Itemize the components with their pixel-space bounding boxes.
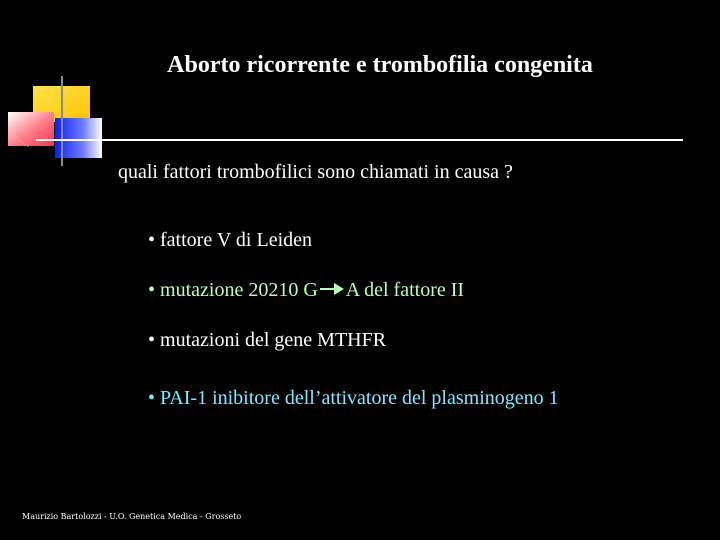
bullet-text-before-arrow: mutazione 20210 G (160, 279, 318, 301)
bullet-marker: • (148, 229, 156, 251)
question-text: quali fattori trombofilici sono chiamati in causa ? (118, 161, 513, 183)
title-divider-line (36, 139, 683, 141)
bullet-marker: • (148, 279, 156, 301)
bullet-text-after-arrow: A del fattore II (345, 279, 465, 301)
bullet-text: PAI-1 inibitore dell’attivatore del plasminogeno 1 (160, 387, 559, 409)
bullet-item-1 (148, 229, 312, 252)
bullet-item-3 (148, 329, 386, 352)
bullet-item-4 (148, 387, 559, 410)
bullet-text: fattore V di Leiden (160, 229, 313, 251)
bullet-marker: • (148, 329, 156, 351)
bullet-marker: • (148, 387, 156, 409)
right-arrow-icon (319, 282, 345, 296)
slide-title: Aborto ricorrente e trombofilia congenita (167, 52, 593, 78)
decorative-squares (0, 76, 110, 166)
bullet-item-2 (148, 279, 464, 302)
bullet-text: mutazioni del gene MTHFR (160, 329, 387, 351)
footer-credit: Maurizio Bartolozzi - U.O. Genetica Medica - Grosseto (22, 512, 242, 521)
